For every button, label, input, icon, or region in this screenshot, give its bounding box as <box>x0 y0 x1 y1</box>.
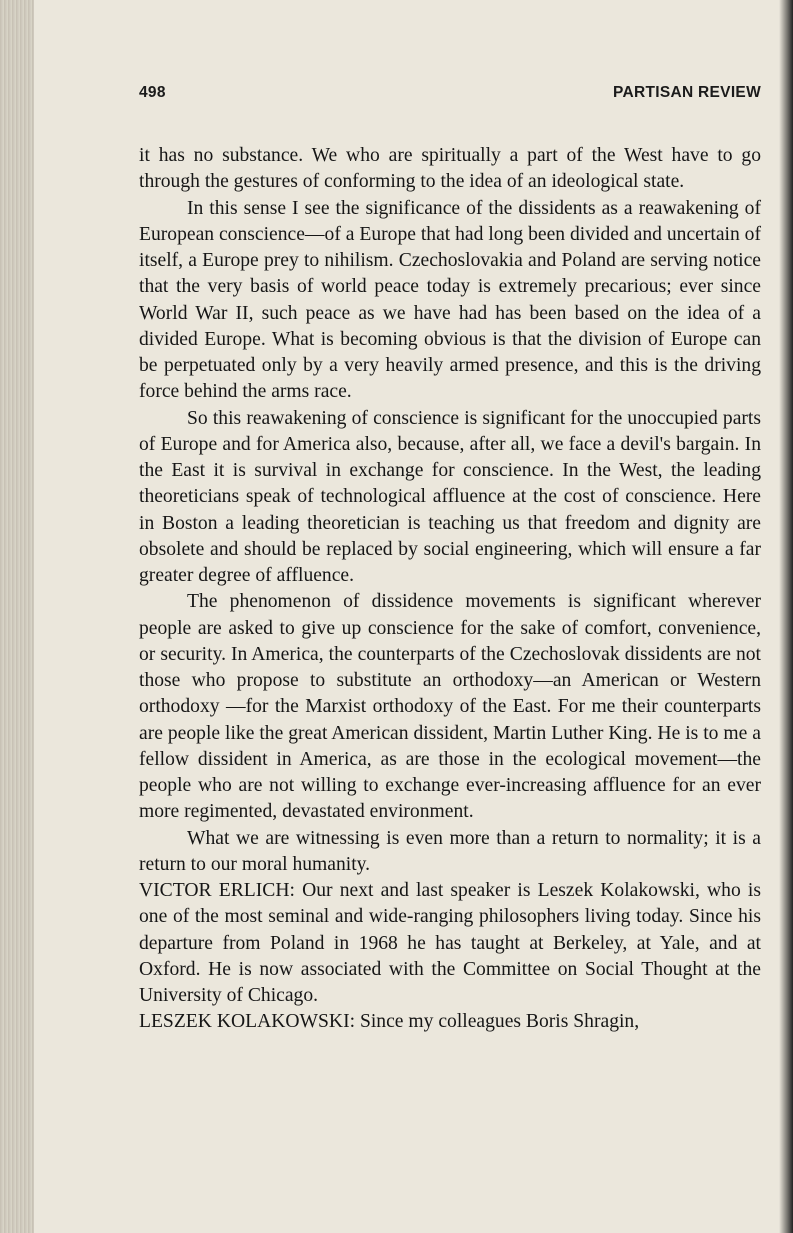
binding-shadow <box>779 0 793 1233</box>
paragraph-text: it has no substance. We who are spiritually a part of the West have to go through the gestures of conforming to the idea of an ideological state. <box>139 145 761 193</box>
paragraph <box>139 196 761 406</box>
paragraph <box>139 406 761 590</box>
paragraph-text: In this sense I see the significance of the dissidents as a reawakening of European conscience—of a Europe that had long been divided and uncertain of itself, a Europe prey to nihilism. Czechoslovakia and Poland are serving notice that the very basis of world peace today is extremely precarious; ever since World War II, such peace as we have had has been based on the idea of a divided Europe. What is becoming obvious is that the division of Europe can be perpetuated only by a very heavily armed presence, and this is the driving force behind the arms race. <box>139 197 761 403</box>
paragraph-text: Our next and last speaker is Leszek Kolakowski, who is one of the most seminal and wide-ranging philosophers living today. Since his departure from Poland in 1968 he has taught at Berkeley, at Yale, and at Oxford. He is now associated with the Committee on Social Thought at the University of Chicago. <box>139 880 762 1006</box>
body-text <box>139 143 761 1036</box>
speaker-name: LESZEK KOLAKOWSKI: <box>139 1011 356 1033</box>
paragraph <box>139 878 761 1009</box>
running-head-title: PARTISAN REVIEW <box>612 84 761 101</box>
paragraph <box>139 143 761 196</box>
paragraph <box>139 589 761 825</box>
speaker-name: VICTOR ERLICH: <box>139 880 295 901</box>
paragraph-text: What we are witnessing is even more than a return to normality; it is a return to our moral humanity. <box>139 827 761 875</box>
paragraph-text: So this reawakening of conscience is significant for the unoccupied parts of Europe and for America also, because, after all, we face a devil's bargain. In the East it is survival in exchange for conscience. In the West, the leading theoreticians speak of technological affluence at the cost of conscience. Here in Boston a leading theoretician is teaching us that freedom and dignity are obsolete and should be replaced by social engineering, which will ensure a far greater degree of affluence. <box>139 407 761 586</box>
page-number: 498 <box>139 84 166 101</box>
paragraph-text: The phenomenon of dissidence movements is significant wherever people are asked to give up conscience for the sake of comfort, convenience, or security. In America, the counterparts of the Czechoslovak dissidents are not those who propose to substitute an orthodoxy—an American or Western orthodoxy —for the Marxist orthodoxy of the East. For me their counterparts are people like the great American dissident, Martin Luther King. He is to me a fellow dissident in America, as are those in the ecological movement—the people who are not willing to exchange ever-increasing affluence for an ever more regimented, devastated environment. <box>139 591 761 823</box>
paragraph <box>139 826 761 879</box>
running-header <box>139 84 761 108</box>
paragraph <box>139 1009 761 1035</box>
page-edges <box>0 0 34 1233</box>
paragraph-text: Since my colleagues Boris Shragin, <box>355 1011 640 1033</box>
